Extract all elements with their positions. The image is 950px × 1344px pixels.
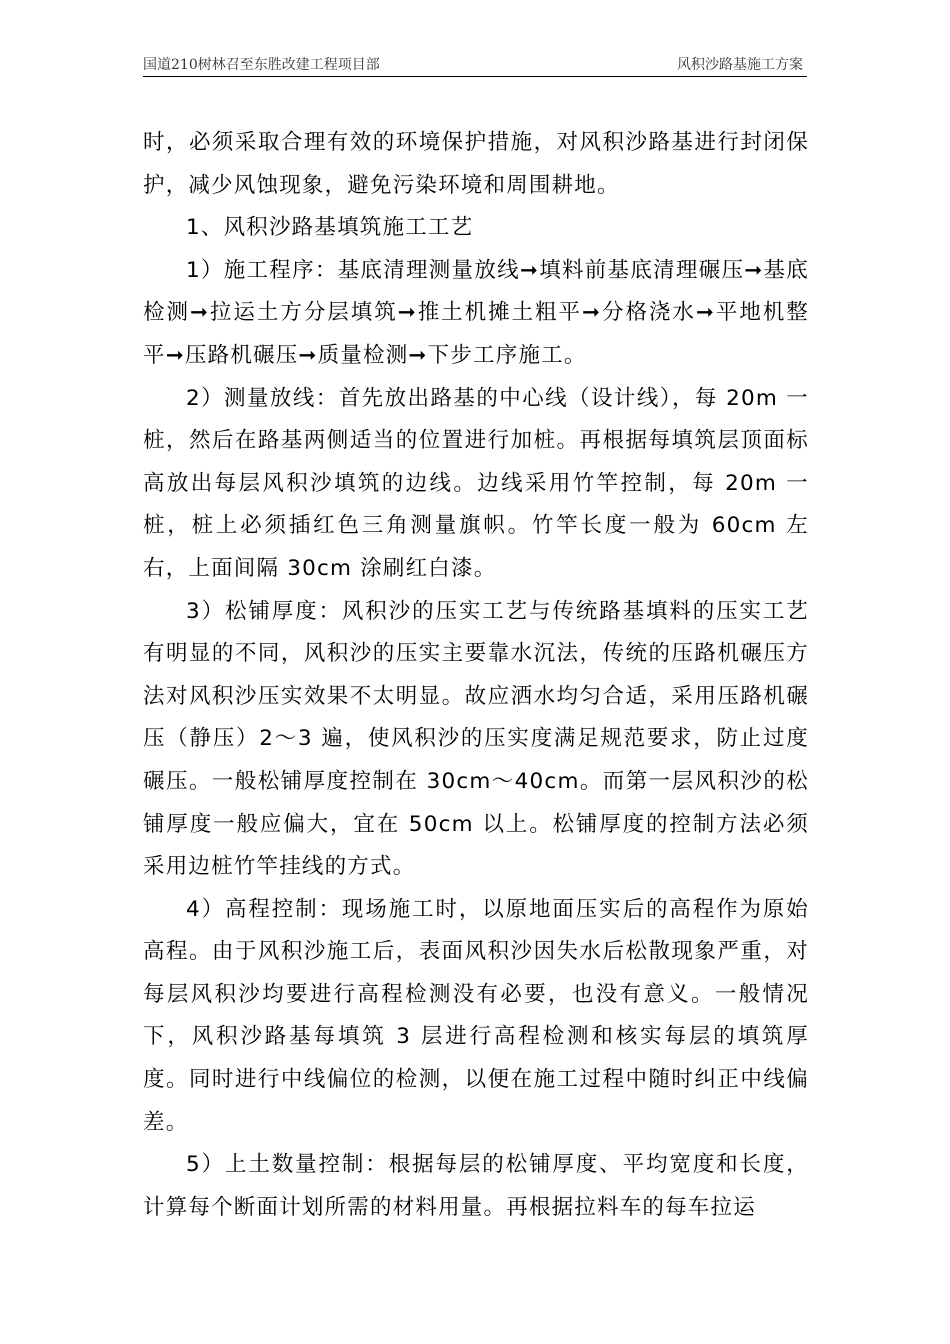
document-body — [143, 122, 809, 1229]
paragraph-procedure: 1）施工程序：基底清理测量放线➞填料前基底清理碾压➞基底检测➞拉运土方分层填筑➞推土机摊土粗平➞分格浇水➞平地机整平➞压路机碾压➞质量检测➞下步工序施工。 — [143, 257, 809, 368]
paragraph-continuation: 时，必须采取合理有效的环境保护措施，对风积沙路基进行封闭保护，减少风蚀现象，避免污染环境和周围耕地。 — [143, 130, 809, 198]
header-project-name: 国道210树林召至东胜改建工程项目部 — [143, 57, 380, 73]
paragraph-quantity: 5）上土数量控制：根据每层的松铺厚度、平均宽度和长度，计算每个断面计划所需的材料用量。再根据拉料车的每车拉运 — [143, 1152, 809, 1220]
section-heading: 1、风积沙路基填筑施工工艺 — [186, 215, 474, 241]
paragraph-elevation: 4）高程控制：现场施工时，以原地面压实后的高程作为原始高程。由于风积沙施工后，表面风积沙因失水后松散现象严重，对每层风积沙均要进行高程检测没有必要，也没有意义。一般情况下，风积沙路基每填筑 3 层进行高程检测和核实每层的填筑厚度。同时进行中线偏位的检测，以便在施工过程中随时纠正中线偏差。 — [143, 896, 809, 1135]
paragraph-survey: 2）测量放线：首先放出路基的中心线（设计线），每 20m 一桩，然后在路基两侧适当的位置进行加桩。再根据每填筑层顶面标高放出每层风积沙填筑的边线。边线采用竹竿控制，每 20m 一桩，桩上必须插红色三角测量旗帜。竹竿长度一般为 60cm 左右，上面间隔 30cm 涂刷红白漆。 — [143, 385, 809, 581]
page-header — [143, 52, 807, 77]
paragraph-loose-thickness: 3）松铺厚度：风积沙的压实工艺与传统路基填料的压实工艺有明显的不同，风积沙的压实主要靠水沉法，传统的压路机碾压方法对风积沙压实效果不太明显。故应洒水均匀合适，采用压路机碾压（静压）2～3 遍，使风积沙的压实度满足规范要求，防止过度碾压。一般松铺厚度控制在 30cm～40cm。而第一层风积沙的松铺厚度一般应偏大，宜在 50cm 以上。松铺厚度的控制方法必须采用边桩竹竿挂线的方式。 — [143, 598, 809, 880]
header-document-title: 风积沙路基施工方案 — [677, 57, 803, 73]
